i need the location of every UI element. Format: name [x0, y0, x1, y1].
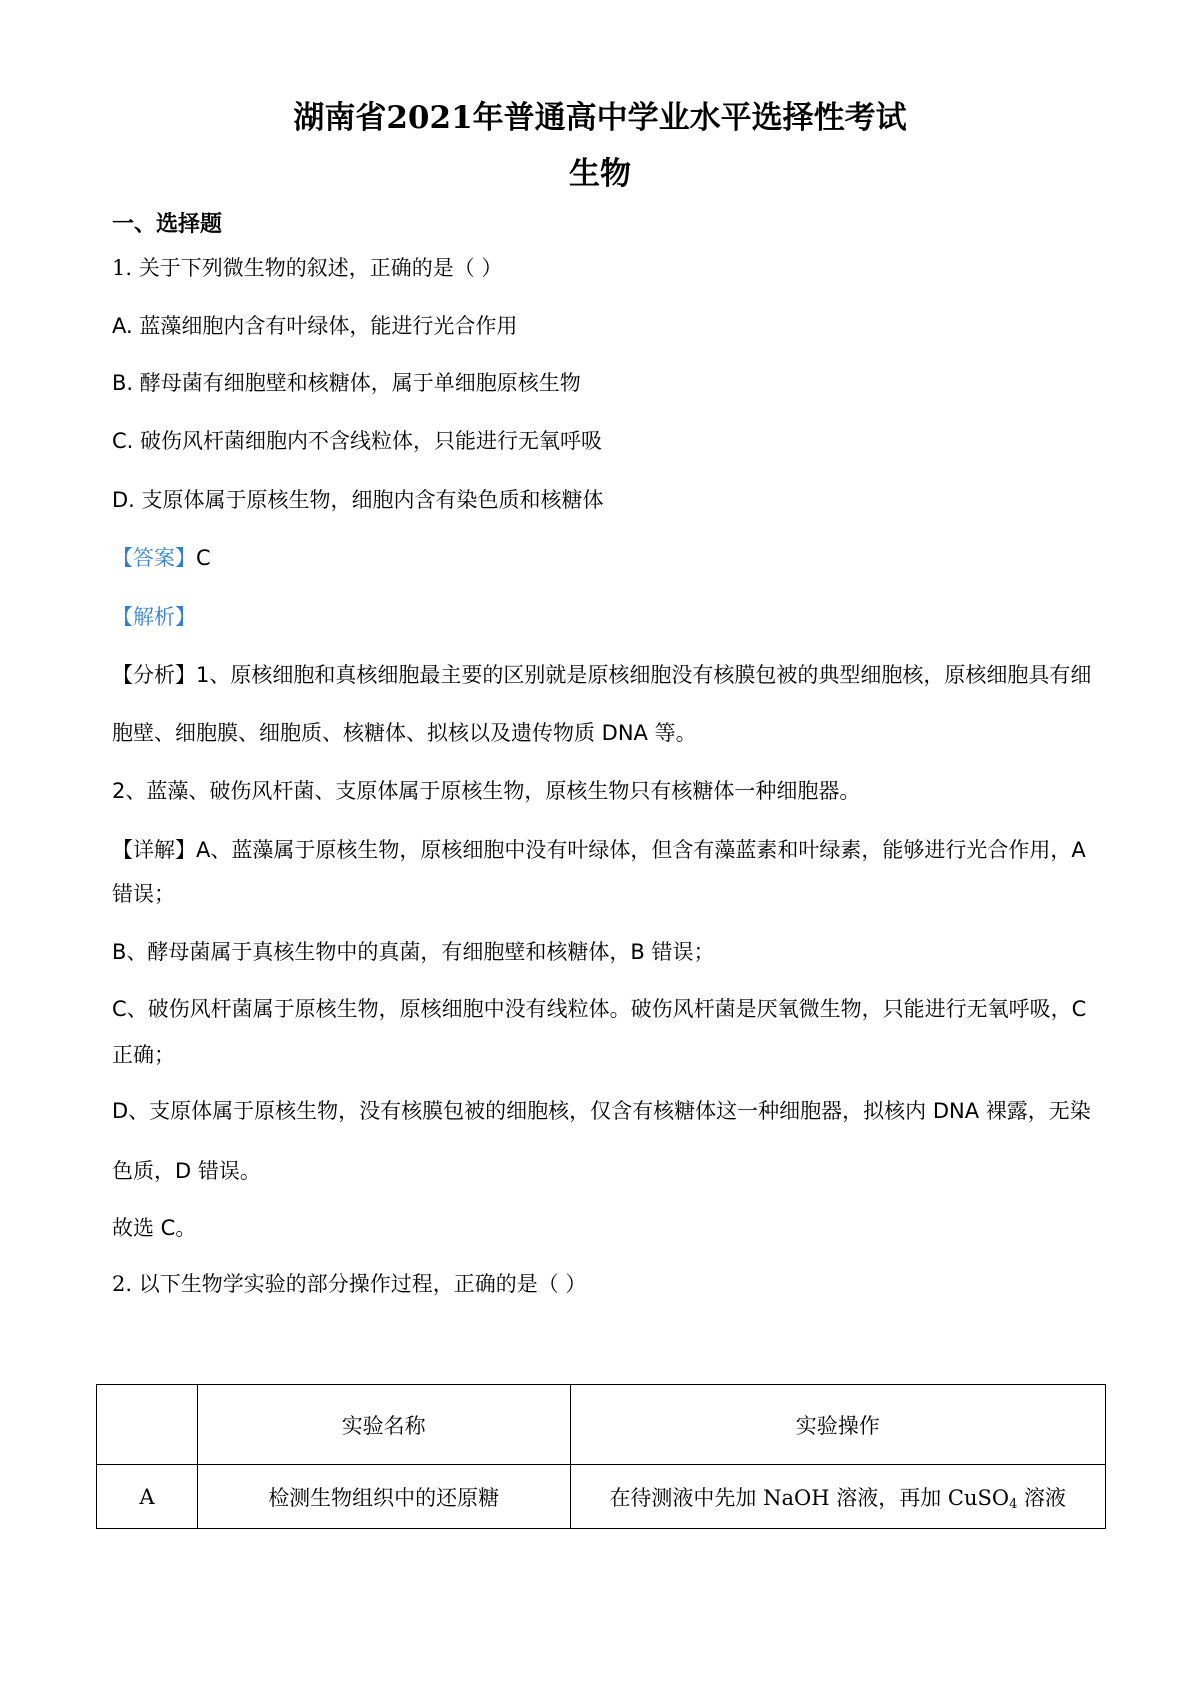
analysis-line: 【详解】A、蓝藻属于原核生物，原核细胞中没有叶绿体，但含有藻蓝素和叶绿素，能够进行光合作用，A — [112, 838, 1086, 862]
experiment-operation — [570, 1465, 1106, 1529]
analysis-line: 正确； — [112, 1043, 175, 1067]
table-header-cell: 实验名称 — [197, 1385, 570, 1465]
analysis-conclusion: 故选 C。 — [112, 1216, 197, 1240]
analysis-tag: 【解析】 — [112, 605, 196, 629]
table-header-cell: 实验操作 — [570, 1385, 1106, 1465]
answer-value: C — [196, 546, 211, 570]
experiment-name: 检测生物组织中的还原糖 — [197, 1465, 570, 1529]
q2-stem: 2. 以下生物学实验的部分操作过程，正确的是（ ） — [112, 1272, 587, 1296]
q1-option-d: D. 支原体属于原核生物，细胞内含有染色质和核糖体 — [112, 488, 604, 512]
analysis-line: 【分析】1、原核细胞和真核细胞最主要的区别就是原核细胞没有核膜包被的典型细胞核，原核细胞具有细 — [112, 663, 1092, 687]
analysis-line: 错误； — [112, 882, 175, 906]
page-title: 湖南省2021年普通高中学业水平选择性考试 — [293, 100, 907, 136]
subject-title: 生物 — [569, 156, 631, 192]
answer-tag: 【答案】 — [112, 546, 196, 570]
analysis-line: 色质，D 错误。 — [112, 1159, 261, 1183]
analysis-line: B、酵母菌属于真核生物中的真菌，有细胞壁和核糖体，B 错误； — [112, 940, 715, 964]
subscript: 4 — [1009, 1496, 1018, 1512]
q1-option-c: C. 破伤风杆菌细胞内不含线粒体，只能进行无氧呼吸 — [112, 429, 603, 453]
section-heading: 一、选择题 — [112, 211, 223, 237]
analysis-line: 胞壁、细胞膜、细胞质、核糖体、拟核以及遗传物质 DNA 等。 — [112, 721, 697, 745]
q1-option-a: A. 蓝藻细胞内含有叶绿体，能进行光合作用 — [112, 314, 518, 338]
experiment-table — [96, 1384, 1106, 1529]
table-row — [97, 1465, 1106, 1529]
q1-stem: 1. 关于下列微生物的叙述，正确的是（ ） — [112, 256, 503, 280]
q1-option-b: B. 酵母菌有细胞壁和核糖体，属于单细胞原核生物 — [112, 371, 581, 395]
operation-text-end: 溶液 — [1017, 1485, 1067, 1510]
row-label: A — [97, 1465, 198, 1529]
analysis-line: C、破伤风杆菌属于原核生物，原核细胞中没有线粒体。破伤风杆菌是厌氧微生物，只能进行无氧呼吸，C — [112, 997, 1087, 1021]
table-header-cell — [97, 1385, 198, 1465]
q1-answer — [112, 544, 211, 572]
analysis-line: D、支原体属于原核生物，没有核膜包被的细胞核，仅含有核糖体这一种细胞器，拟核内 DNA 裸露，无染 — [112, 1099, 1091, 1123]
table-header-row — [97, 1385, 1106, 1465]
analysis-line: 2、蓝藻、破伤风杆菌、支原体属于原核生物，原核生物只有核糖体一种细胞器。 — [112, 779, 861, 803]
operation-text: 在待测液中先加 NaOH 溶液，再加 CuSO — [609, 1485, 1010, 1510]
